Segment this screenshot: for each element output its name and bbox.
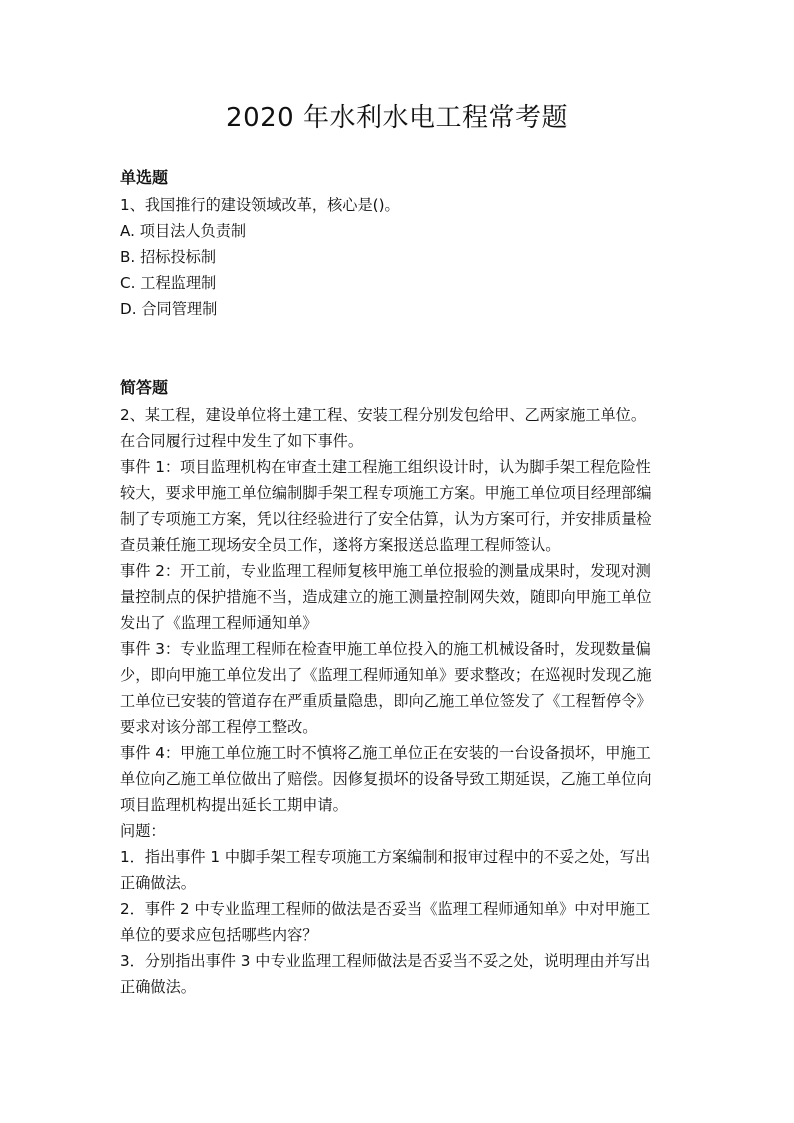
paragraph-line: 查员兼任施工现场安全员工作，遂将方案报送总监理工程师签认。: [120, 536, 561, 554]
questions-label: 问题：: [120, 822, 166, 840]
paragraph-line: 项目监理机构提出延长工期申请。: [120, 796, 348, 814]
paragraph-line: 事件 1：项目监理机构在审查土建工程施工组织设计时，认为脚手架工程危险性: [120, 458, 651, 476]
section-heading-short-answer: 简答题: [120, 378, 169, 397]
paragraph-line: 单位向乙施工单位做出了赔偿。因修复损坏的设备导致工期延误，乙施工单位向: [120, 770, 652, 788]
section-heading-single-choice: 单选题: [120, 168, 169, 187]
paragraph-line: 事件 3：专业监理工程师在检查甲施工单位投入的施工机械设备时，发现数量偏: [120, 640, 651, 658]
paragraph-line: 事件 4：甲施工单位施工时不慎将乙施工单位正在安装的一台设备损坏，甲施工: [120, 744, 651, 762]
document-body: [120, 164, 685, 1000]
paragraph-line: 量控制点的保护措施不当，造成建立的施工测量控制网失效，随即向甲施工单位: [120, 588, 652, 606]
paragraph-line: 2、某工程，建设单位将土建工程、安装工程分别发包给甲、乙两家施工单位。: [120, 406, 647, 424]
question-line: 2．事件 2 中专业监理工程师的做法是否妥当《监理工程师通知单》中对甲施工: [120, 900, 651, 918]
option-a: A. 项目法人负责制: [120, 222, 247, 240]
question-line: 单位的要求应包括哪些内容？: [120, 926, 318, 944]
question-1: 1、我国推行的建设领域改革，核心是()。: [120, 196, 400, 214]
page-title: 2020 年水利水电工程常考题: [226, 103, 568, 133]
paragraph-line: 少，即向甲施工单位发出了《监理工程师通知单》要求整改；在巡视时发现乙施: [120, 666, 652, 684]
paragraph-line: 制了专项施工方案，凭以往经验进行了安全估算，认为方案可行，并安排质量检: [120, 510, 652, 528]
option-c: C. 工程监理制: [120, 274, 217, 292]
paragraph-line: 要求对该分部工程停工整改。: [120, 718, 318, 736]
option-d: D. 合同管理制: [120, 300, 218, 318]
question-line: 3．分别指出事件 3 中专业监理工程师做法是否妥当不妥之处，说明理由并写出: [120, 952, 651, 970]
section-spacer: [120, 322, 685, 374]
paragraph-line: 工单位已安装的管道存在严重质量隐患，即向乙施工单位签发了《工程暂停令》: [120, 692, 652, 710]
paragraph-line: 发出了《监理工程师通知单》: [120, 614, 318, 632]
paragraph-line: 在合同履行过程中发生了如下事件。: [120, 432, 363, 450]
option-b: B. 招标投标制: [120, 248, 217, 266]
question-line: 1．指出事件 1 中脚手架工程专项施工方案编制和报审过程中的不妥之处，写出: [120, 848, 651, 866]
question-line: 正确做法。: [120, 978, 196, 996]
paragraph-line: 事件 2：开工前，专业监理工程师复核甲施工单位报验的测量成果时，发现对测: [120, 562, 651, 580]
question-line: 正确做法。: [120, 874, 196, 892]
paragraph-line: 较大，要求甲施工单位编制脚手架工程专项施工方案。甲施工单位项目经理部编: [120, 484, 652, 502]
